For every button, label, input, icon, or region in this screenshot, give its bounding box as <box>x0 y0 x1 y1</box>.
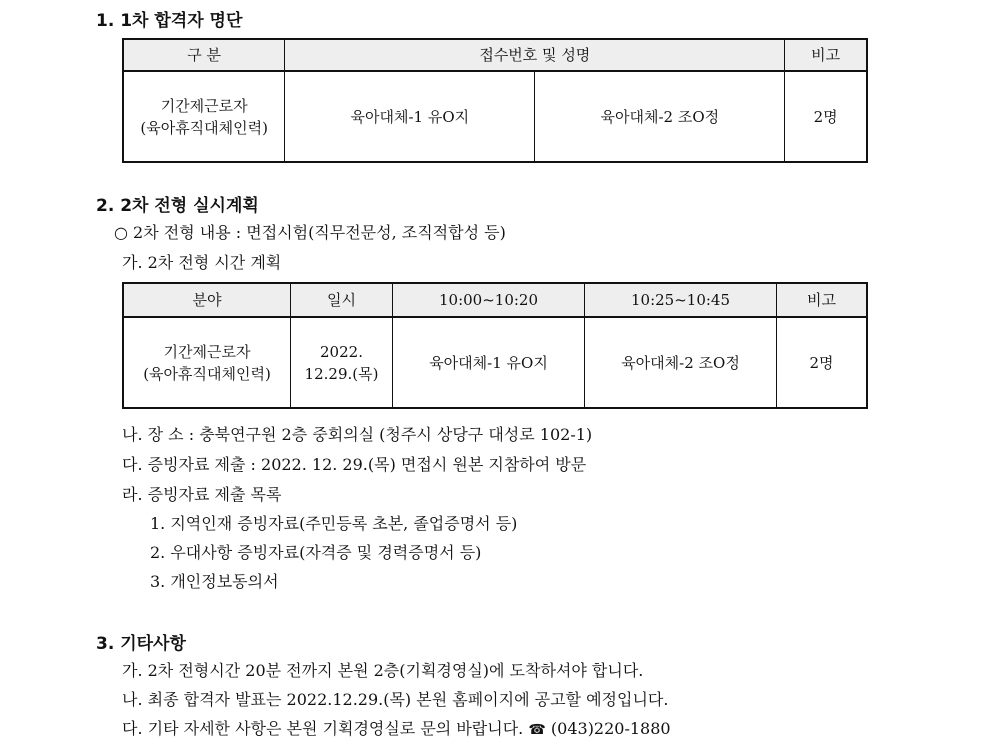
phone-number: (043)220-1880 <box>550 719 671 738</box>
document-item-2: 2. 우대사항 증빙자료(자격증 및 경력증명서 등) <box>150 543 482 562</box>
date-line2: 12.29.(목) <box>304 364 379 383</box>
document-item-3: 3. 개인정보동의서 <box>150 572 279 591</box>
header-note: 비고 <box>777 283 868 317</box>
slot1-candidate: 육아대체-1 유O지 <box>393 317 585 408</box>
section1-title: 1. 1차 합격자 명단 <box>96 11 243 31</box>
table-row <box>123 317 867 408</box>
category-line2: (육아휴직대체인력) <box>143 364 271 383</box>
note-cell: 2명 <box>777 317 868 408</box>
candidate-2: 육아대체-2 조O정 <box>535 71 785 162</box>
category-cell <box>123 71 285 162</box>
slot2-candidate: 육아대체-2 조O정 <box>585 317 777 408</box>
phone-icon: ☎ <box>528 722 546 738</box>
venue-line: 나. 장 소 : 충북연구원 2층 중회의실 (청주시 상당구 대성로 102-1) <box>122 425 593 444</box>
section3-title: 3. 기타사항 <box>96 634 186 654</box>
schedule-table <box>122 282 868 409</box>
header-note: 비고 <box>785 39 867 71</box>
date-cell <box>291 317 393 408</box>
notice-ga: 가. 2차 전형시간 20분 전까지 본원 2층(기획경영실)에 도착하셔야 합니다. <box>122 661 644 680</box>
category-line1: 기간제근로자 <box>163 342 251 361</box>
notice-da-text: 다. 기타 자세한 사항은 본원 기획경영실로 문의 바랍니다. <box>122 719 524 738</box>
header-applicants: 접수번호 및 성명 <box>285 39 785 71</box>
category-line2: (육아휴직대체인력) <box>140 118 268 137</box>
category-cell <box>123 317 291 408</box>
header-slot1: 10:00~10:20 <box>393 283 585 317</box>
shortlist-table <box>122 38 868 163</box>
notice-na: 나. 최종 합격자 발표는 2022.12.29.(목) 본원 홈페이지에 공고할 예정입니다. <box>122 690 669 709</box>
schedule-subtitle: 가. 2차 전형 시간 계획 <box>122 253 282 272</box>
notice-da <box>122 716 671 739</box>
documents-heading: 라. 증빙자료 제출 목록 <box>122 485 282 504</box>
interview-content: ○ 2차 전형 내용 : 면접시험(직무전문성, 조직적합성 등) <box>114 223 506 242</box>
header-category: 구 분 <box>123 39 285 71</box>
category-line1: 기간제근로자 <box>160 96 248 115</box>
submission-line: 다. 증빙자료 제출 : 2022. 12. 29.(목) 면접시 원본 지참하여 방문 <box>122 455 587 474</box>
candidate-1: 육아대체-1 유O지 <box>285 71 535 162</box>
document-item-1: 1. 지역인재 증빙자료(주민등록 초본, 졸업증명서 등) <box>150 514 518 533</box>
header-date: 일시 <box>291 283 393 317</box>
date-line1: 2022. <box>320 342 363 361</box>
header-field: 분야 <box>123 283 291 317</box>
table-row <box>123 71 867 162</box>
note-cell: 2명 <box>785 71 867 162</box>
header-slot2: 10:25~10:45 <box>585 283 777 317</box>
section2-title: 2. 2차 전형 실시계획 <box>96 196 259 216</box>
